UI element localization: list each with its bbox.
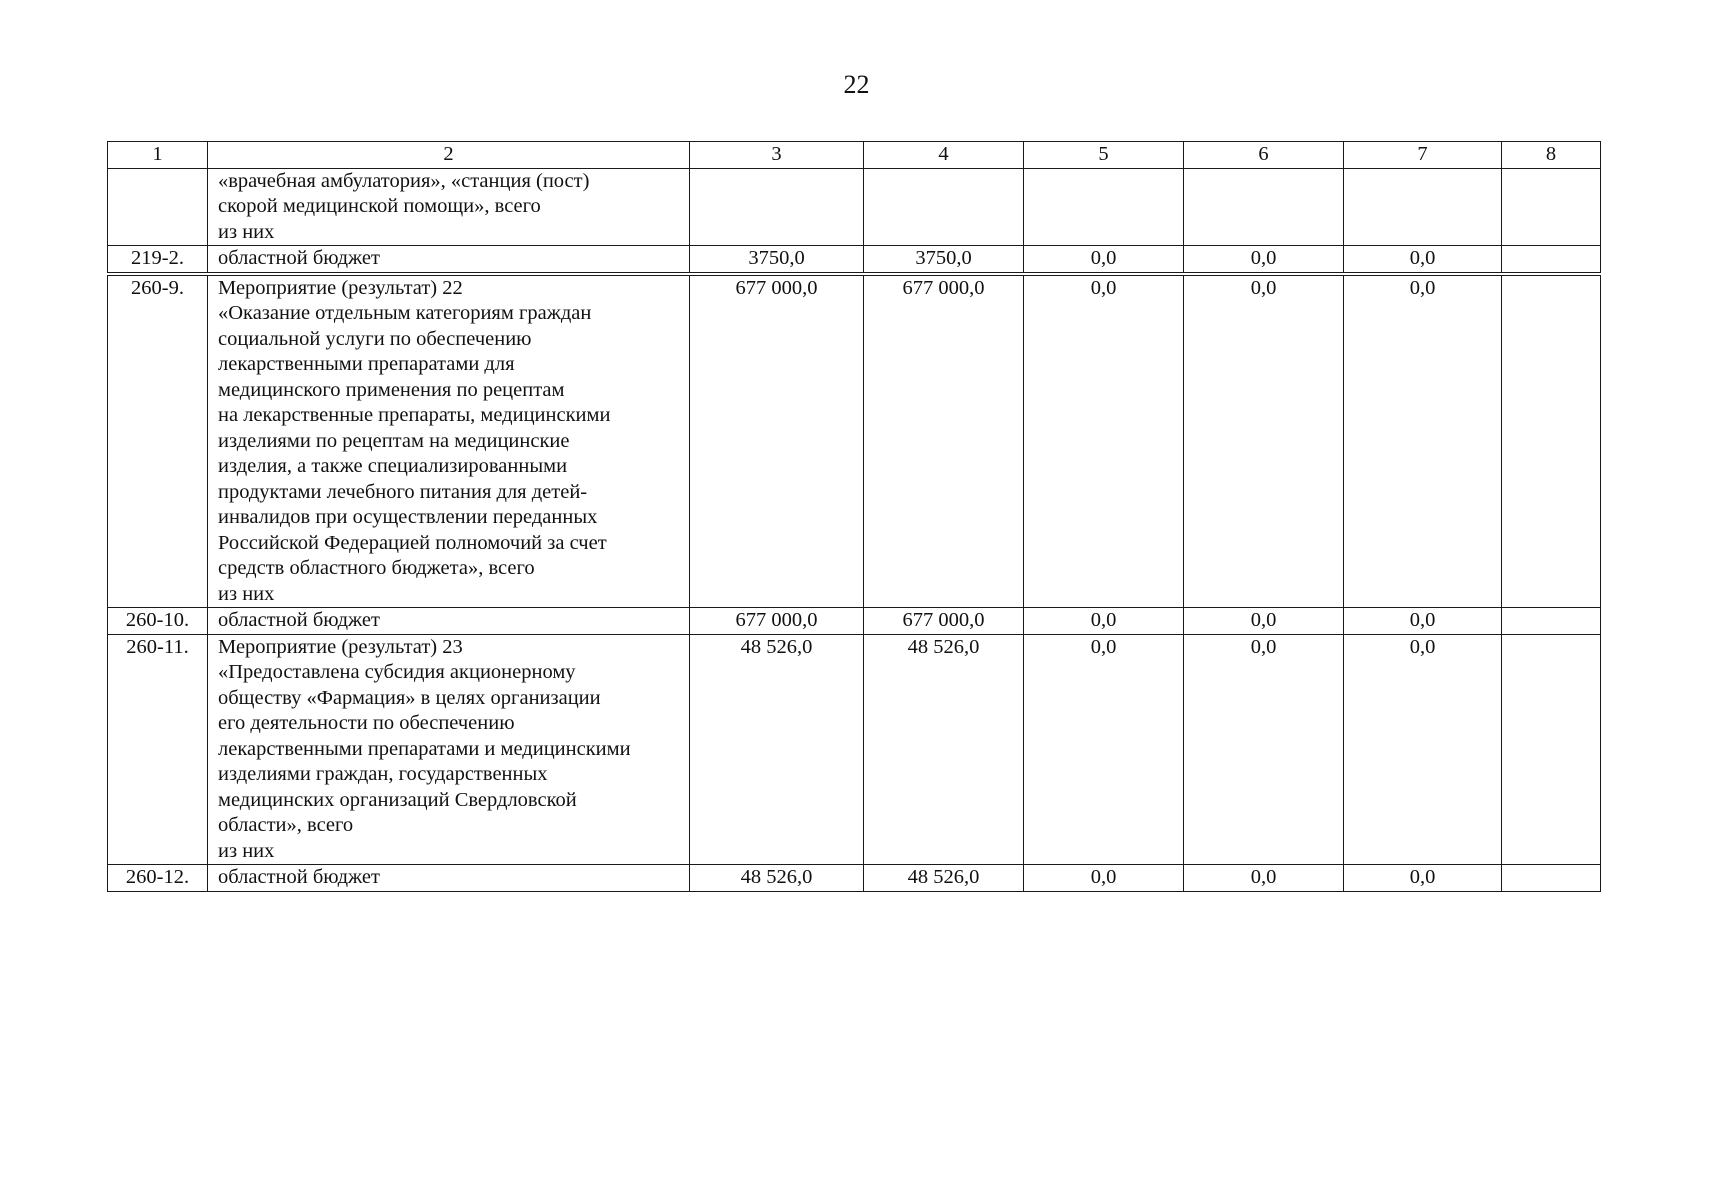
page-number: 22 [843, 70, 870, 99]
row-description-cell: Мероприятие (результат) 22 «Оказание отдельным категориям граждан социальной услуги по обеспечению лекарственными препаратами для медицинского применения по рецептам на лекарственные препараты, медицинскими изделиями по рецептам на медицинские изделия, а также специализированными продуктами лечебного питания для детей- инвалидов при осуществлении переданных Российской Федерацией полномочий за счет средств областного бюджета», всего из них [208, 275, 690, 608]
value-cell: 0,0 [1344, 865, 1502, 892]
table-row [108, 634, 1601, 865]
value-cell [1502, 168, 1601, 246]
value-cell: 48 526,0 [864, 865, 1024, 892]
value-cell: 0,0 [1024, 634, 1184, 865]
value-cell: 0,0 [1024, 608, 1184, 635]
value-cell [1024, 168, 1184, 246]
value-cell: 677 000,0 [690, 275, 864, 608]
column-header: 8 [1502, 142, 1601, 169]
value-cell [1502, 634, 1601, 865]
column-header: 2 [208, 142, 690, 169]
value-cell: 0,0 [1344, 275, 1502, 608]
table-row [108, 275, 1601, 608]
row-description-cell: областной бюджет [208, 608, 690, 635]
column-number-header-row [108, 142, 1601, 169]
value-cell: 0,0 [1024, 275, 1184, 608]
value-cell: 0,0 [1184, 865, 1344, 892]
column-header: 5 [1024, 142, 1184, 169]
table-row [108, 865, 1601, 892]
row-description-cell: Мероприятие (результат) 23 «Предоставлена субсидия акционерному обществу «Фармация» в целях организации его деятельности по обеспечению лекарственными препаратами и медицинскими изделиями граждан, государственных медицинских организаций Свердловской области», всего из них [208, 634, 690, 865]
column-header: 4 [864, 142, 1024, 169]
value-cell: 0,0 [1024, 865, 1184, 892]
value-cell: 0,0 [1024, 246, 1184, 273]
value-cell [1502, 275, 1601, 608]
value-cell: 0,0 [1184, 634, 1344, 865]
row-description-cell: областной бюджет [208, 865, 690, 892]
column-header: 1 [108, 142, 208, 169]
column-header: 7 [1344, 142, 1502, 169]
value-cell [1184, 168, 1344, 246]
value-cell: 677 000,0 [690, 608, 864, 635]
value-cell [864, 168, 1024, 246]
value-cell: 0,0 [1184, 608, 1344, 635]
table-row [108, 246, 1601, 273]
value-cell: 0,0 [1184, 246, 1344, 273]
column-header: 6 [1184, 142, 1344, 169]
value-cell: 48 526,0 [690, 865, 864, 892]
value-cell [1502, 246, 1601, 273]
value-cell: 0,0 [1344, 608, 1502, 635]
row-description-cell: областной бюджет [208, 246, 690, 273]
value-cell: 0,0 [1184, 275, 1344, 608]
value-cell [1502, 865, 1601, 892]
row-number-cell: 219-2. [108, 246, 208, 273]
budget-table [107, 141, 1601, 892]
value-cell: 0,0 [1344, 246, 1502, 273]
value-cell: 0,0 [1344, 634, 1502, 865]
table-row [108, 168, 1601, 246]
column-header: 3 [690, 142, 864, 169]
value-cell: 3750,0 [864, 246, 1024, 273]
row-number-cell: 260-11. [108, 634, 208, 865]
value-cell: 677 000,0 [864, 275, 1024, 608]
value-cell: 677 000,0 [864, 608, 1024, 635]
value-cell [690, 168, 864, 246]
value-cell [1344, 168, 1502, 246]
value-cell: 48 526,0 [864, 634, 1024, 865]
row-description-cell: «врачебная амбулатория», «станция (пост) скорой медицинской помощи», всего из них [208, 168, 690, 246]
row-number-cell: 260-12. [108, 865, 208, 892]
table-row [108, 608, 1601, 635]
row-number-cell: 260-9. [108, 275, 208, 608]
value-cell [1502, 608, 1601, 635]
value-cell: 3750,0 [690, 246, 864, 273]
row-number-cell: 260-10. [108, 608, 208, 635]
value-cell: 48 526,0 [690, 634, 864, 865]
row-number-cell [108, 168, 208, 246]
